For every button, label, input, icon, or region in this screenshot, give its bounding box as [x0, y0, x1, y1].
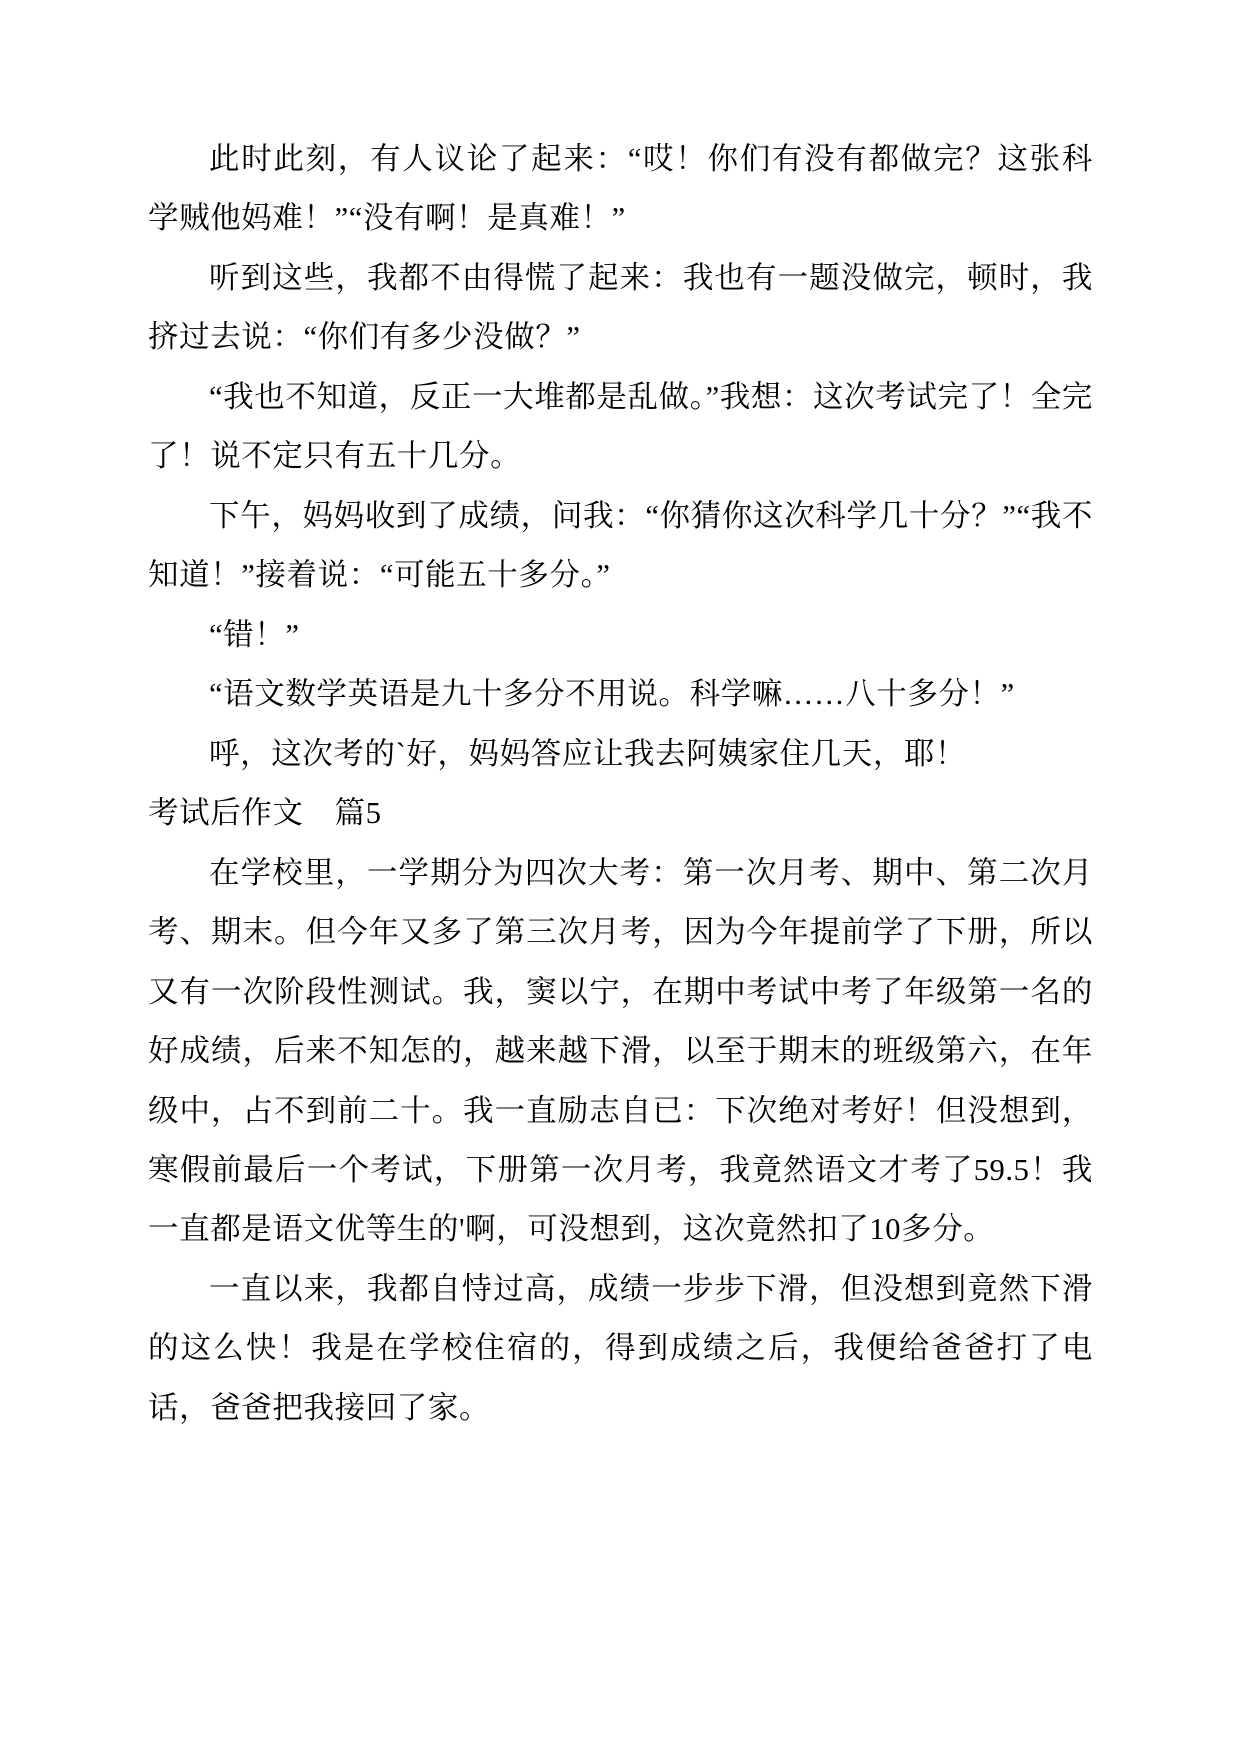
paragraph-1: 此时此刻，有人议论了起来：“哎！你们有没有都做完？这张科学贼他妈难！”“没有啊！是真难！” [148, 142, 1093, 236]
paragraph-9: 一直以来，我都自恃过高，成绩一步步下滑，但没想到竟然下滑的这么快！我是在学校住宿的，得到成绩之后，我便给爸爸打了电话，爸爸把我接回了家。 [148, 1271, 1093, 1425]
paragraph-7: 呼，这次考的`好，妈妈答应让我去阿姨家住几天，耶！ [209, 736, 967, 771]
paragraph-2: 听到这些，我都不由得慌了起来：我也有一题没做完，顿时，我挤过去说：“你们有多少没做？” [148, 260, 1093, 355]
paragraph-3: “我也不知道，反正一大堆都是乱做。”我想：这次考试完了！全完了！说不定只有五十几分。 [148, 379, 1093, 474]
section-heading-5: 考试后作文 篇5 [148, 796, 382, 831]
paragraph-6: “语文数学英语是九十多分不用说。科学嘛……八十多分！” [209, 677, 1015, 712]
paragraph-8: 在学校里，一学期分为四次大考：第一次月考、期中、第二次月考、期末。但今年又多了第三次月考，因为今年提前学了下册，所以又有一次阶段性测试。我，窦以宁，在期中考试中考了年级第一名的好成绩，后来不知怎的，越来越下滑，以至于期末的班级第六，在年级中，占不到前二十。我一直励志自已：下次绝对考好！但没想到，寒假前最后一个考试，下册第一次月考，我竟然语文才考了59.5！我一直都是语文优等生的'啊，可没想到，这次竟然扣了10多分。 [148, 855, 1093, 1247]
document-body [148, 130, 1093, 1438]
paragraph-4: 下午，妈妈收到了成绩，问我：“你猜你这次科学几十分？”“我不知道！”接着说：“可能五十多分。” [148, 498, 1093, 593]
paragraph-5: “错！” [209, 617, 300, 652]
